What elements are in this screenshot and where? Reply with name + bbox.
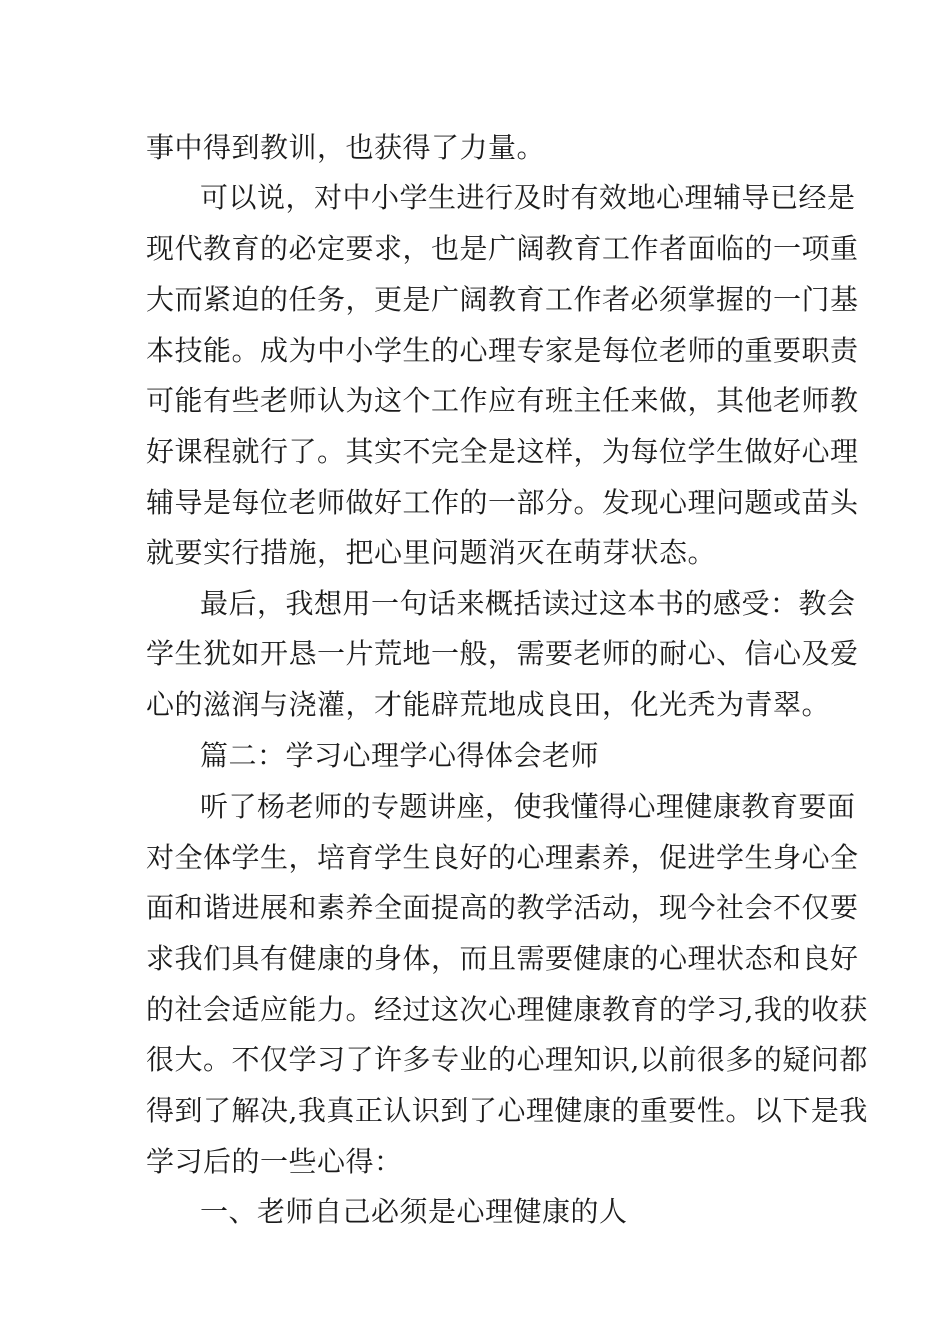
text-line: 得到了解决,我真正认识到了心理健康的重要性。以下是我 [146,1094,868,1127]
text-line: 学生犹如开恳一片荒地一般，需要老师的耐心、信心及爱 [146,637,859,670]
text-line: 的社会适应能力。经过这次心理健康教育的学习,我的收获 [146,993,868,1026]
text-line: 很大。不仅学习了许多专业的心理知识,以前很多的疑问都 [146,1043,868,1076]
text-line: 学习后的一些心得： [146,1145,403,1178]
text-line: 大而紧迫的任务，更是广阔教育工作者必须掌握的一门基 [146,283,859,316]
text-line: 好课程就行了。其实不完全是这样，为每位学生做好心理 [146,435,859,468]
text-line: 对全体学生，培育学生良好的心理素养，促进学生身心全 [146,841,859,874]
text-line: 就要实行措施，把心里问题消灭在萌芽状态。 [146,536,717,569]
text-line: 心的滋润与浇灌，才能辟荒地成良田，化光秃为青翠。 [146,688,831,721]
paragraph-start-line: 最后，我想用一句话来概括读过这本书的感受：教会 [200,587,856,620]
text-line: 本技能。成为中小学生的心理专家是每位老师的重要职责 [146,334,859,367]
paragraph-start-line: 可以说，对中小学生进行及时有效地心理辅导已经是 [200,181,856,214]
subheading-line: 一、老师自己必须是心理健康的人 [200,1195,628,1228]
text-line: 事中得到教训，也获得了力量。 [146,131,546,164]
text-line: 求我们具有健康的身体，而且需要健康的心理状态和良好 [146,942,859,975]
text-line: 可能有些老师认为这个工作应有班主任来做，其他老师教 [146,384,859,417]
text-line: 面和谐进展和素养全面提高的教学活动，现今社会不仅要 [146,891,859,924]
text-line: 现代教育的必定要求，也是广阔教育工作者面临的一项重 [146,232,859,265]
text-line: 辅导是每位老师做好工作的一部分。发现心理问题或苗头 [146,486,859,519]
section-heading: 篇二：学习心理学心得体会老师 [200,739,600,772]
paragraph-start-line: 听了杨老师的专题讲座，使我懂得心理健康教育要面 [200,790,856,823]
